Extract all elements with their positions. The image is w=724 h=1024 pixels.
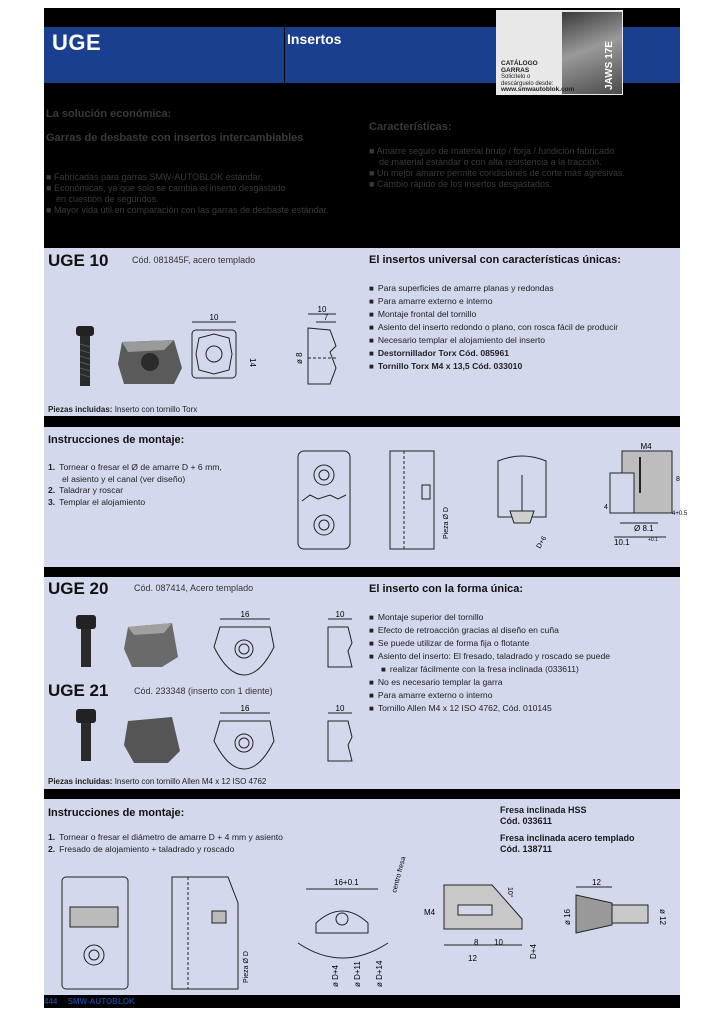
mount1-steps: [48, 462, 222, 508]
uge20-title: UGE 20: [48, 579, 109, 598]
uge10-code: Cód. 081845F, acero templado: [132, 255, 256, 265]
step-item: 2. Taladrar y roscar: [48, 485, 124, 495]
tool-hss: Fresa inclinada HSS Cód. 033611: [500, 805, 587, 826]
label-m4-2: M4: [424, 908, 436, 917]
dim-uge21-width: 16: [240, 704, 250, 713]
divider: [44, 416, 680, 427]
label-pieza: Pieza Ø D: [443, 507, 450, 539]
insert21-side-view: [328, 713, 352, 761]
label-tol: +0.1: [648, 537, 658, 543]
uge10-title: UGE 10: [48, 251, 109, 270]
feature-item: ■ Efecto de retroacción gracias al diseño en cuña: [369, 624, 610, 637]
label-h8: 8: [676, 476, 680, 483]
label-tool-d16: ø 16: [563, 908, 572, 925]
label-d14: ø D+14: [375, 960, 384, 987]
page-number: 444: [44, 997, 58, 1006]
feature-item: ■ Asiento del inserto redondo o plano, con rosca fácil de producir: [369, 321, 618, 334]
step-item: 3. Templar el alojamiento: [48, 496, 146, 507]
label-d4: ø D+4: [331, 964, 340, 987]
feature-item: ■ Para superficies de amarre planas y redondas: [369, 282, 618, 295]
torx-screw-photo: [76, 326, 94, 386]
mount2-drawings: [52, 855, 676, 993]
label-d101: 10.1: [614, 538, 630, 547]
section-title: Insertos: [287, 31, 342, 47]
catalog-text: CATÁLOGO GARRAS Solicítelo o descárguelo desde: www.smwautoblok.com: [501, 60, 575, 93]
seat-detail-view: [498, 456, 546, 523]
uge21-code: Cód. 233348 (inserto con 1 diente): [134, 686, 273, 696]
feature-item: ■ No es necesario templar la garra: [369, 676, 610, 689]
intro-heading-2: Garras de desbaste con insertos intercambiables: [46, 132, 304, 144]
allen-screw-photo: [76, 615, 96, 667]
intro-left-item: en cuestión de segundos.: [56, 194, 159, 204]
mount1-heading: Instrucciones de montaje:: [48, 434, 185, 446]
jaw-side-view: [390, 451, 434, 549]
feature-item: ■ Necesario templar el alojamiento del inserto: [369, 334, 618, 347]
dim-uge20-width: 16: [240, 610, 250, 619]
footer-brand: SMW-AUTOBLOK: [67, 997, 135, 1006]
label-h4: 4: [604, 504, 608, 511]
feature-item: ■ Para amarre externo o interno: [369, 689, 610, 702]
header-bar-strip: [623, 27, 680, 83]
footer: [44, 997, 135, 1006]
label-tool-12: 12: [592, 878, 601, 887]
intro-right-item: ■ Un mejor amarre permite condiciones de corte más agresivas.: [369, 168, 626, 178]
dim-uge10-height: 14: [248, 358, 257, 367]
label-pieza-2: Pieza Ø D: [243, 951, 250, 983]
label-tool-d12: ø 12: [658, 909, 667, 926]
jaw2-side-view: [172, 877, 238, 989]
label-12: 12: [468, 954, 477, 963]
insert20-photo: [124, 623, 178, 667]
cutter-tool-drawing: [576, 887, 648, 933]
intro-right-item: de material estándar o con alta resistencia a la tracción.: [379, 157, 602, 167]
insert-photo: [118, 340, 182, 384]
feature-item-bold: ■ Destornillador Torx Cód. 085961: [369, 347, 618, 360]
step-item: 2. Fresado de alojamiento + taladrado y roscado: [48, 843, 235, 854]
insert-front-view: [192, 322, 236, 378]
label-8: 8: [474, 938, 479, 947]
intro-right-item: ■ Amarre seguro de material bruto / forja / fundición fabricado: [369, 146, 615, 156]
label-d16: 16+0.1: [334, 878, 359, 887]
uge10-drawings: [64, 298, 364, 398]
intro-right-list: [369, 146, 625, 190]
insert20-side-view: [328, 619, 352, 667]
uge20-code: Cód. 087414, Acero templado: [134, 583, 254, 593]
divider: [44, 567, 680, 577]
insert21-photo: [124, 717, 180, 763]
uge10-features-heading: El insertos universal con características únicas:: [369, 254, 621, 266]
uge10-included: Piezas incluidas: Inserto con tornillo Torx: [48, 405, 198, 414]
dim-uge10-width: 10: [209, 313, 219, 322]
mount2-heading: Instrucciones de montaje:: [48, 807, 185, 819]
label-d81: Ø 8.1: [634, 524, 654, 533]
label-d11: ø D+11: [353, 961, 362, 987]
intro-right-item: ■ Cambio rápido de los insertos desgastados.: [369, 179, 553, 189]
intro-left-item: ■ Mayor vida útil en comparación con las garras de desbaste estándar.: [46, 205, 329, 215]
label-dd4: D+4: [529, 944, 538, 959]
label-centro: centro fresa: [391, 855, 408, 894]
dim-uge10-side-inner: 7: [323, 313, 329, 322]
allen-screw-photo: [76, 709, 96, 761]
label-h45: 4+0.5: [672, 511, 688, 517]
intro-heading-1: La solución económica:: [46, 108, 172, 120]
uge10-panel: [44, 248, 680, 416]
label-m4: M4: [640, 442, 652, 451]
feature-item: ■ Tornillo Allen M4 x 12 ISO 4762, Cód. 010145: [369, 702, 610, 715]
feature-item: ■ Asiento del inserto: El fresado, taladrado y roscado se puede: [369, 650, 610, 663]
intro-section: [44, 100, 680, 248]
mount2-steps: [48, 832, 283, 855]
mount1-drawings: [284, 437, 688, 565]
mount2-panel: [44, 799, 680, 995]
dim-uge10-diameter: ø 8: [295, 352, 304, 364]
feature-item: ■ Se puede utilizar de forma fija o flotante: [369, 637, 610, 650]
jaw-front-view: [298, 451, 350, 549]
feature-item: ■ Para amarre externo e interno: [369, 295, 618, 308]
uge20-panel: [44, 577, 680, 789]
uge20-included: Piezas incluidas: Inserto con tornillo Allen M4 x 12 ISO 4762: [48, 777, 267, 786]
dim-uge20-side: 10: [335, 610, 345, 619]
intro-right-heading: Características:: [369, 121, 452, 133]
insert-side-view: [308, 314, 336, 384]
page-title: UGE: [52, 30, 102, 55]
mount1-panel: [44, 427, 688, 567]
uge20-drawings: [64, 605, 364, 775]
catalog-badge: JAWS 17E: [604, 41, 615, 90]
step-item: 1. Tornear o fresar el diámetro de amarre D + 4 mm y asiento: [48, 832, 283, 842]
insert21-front-view: [214, 713, 274, 769]
feature-item: ■ Montaje superior del tornillo: [369, 611, 610, 624]
dim-uge21-side: 10: [335, 704, 345, 713]
dim-uge10-side-width: 10: [317, 305, 327, 314]
uge10-features-list: [369, 282, 618, 373]
uge20-features-list: [369, 611, 610, 715]
step-item: 1. Tornear o fresar el Ø de amarre D + 6 mm,: [48, 462, 222, 472]
intro-left-item: ■ Fabricadas para garras SMW-AUTOBLOK estándar.: [46, 172, 263, 182]
label-angle: 10°: [506, 887, 513, 898]
uge21-title: UGE 21: [48, 681, 109, 700]
insert20-front-view: [214, 619, 274, 675]
step-item: el asiento y el canal (ver diseño): [62, 473, 186, 484]
divider: [44, 789, 680, 799]
label-d6: D+6: [535, 535, 549, 550]
uge20-features-heading: El inserto con la forma única:: [369, 583, 524, 595]
feature-item: ■ Montaje frontal del tornillo: [369, 308, 618, 321]
label-10: 10: [494, 938, 503, 947]
intro-left-item: ■ Económicas, ya que solo se cambia el inserto desgastado: [46, 183, 286, 193]
feature-item-bold: ■ Tornillo Torx M4 x 13,5 Cód. 033010: [369, 360, 618, 373]
intro-left-list: [46, 172, 329, 216]
seat2-detail-view: [298, 889, 388, 958]
feature-item-cont: ■ realizar fácilmente con la fresa inclinada (033611): [369, 663, 610, 676]
jaw2-front-view: [62, 877, 128, 989]
tool-hardened: Fresa inclinada acero templado Cód. 138711: [500, 833, 635, 854]
